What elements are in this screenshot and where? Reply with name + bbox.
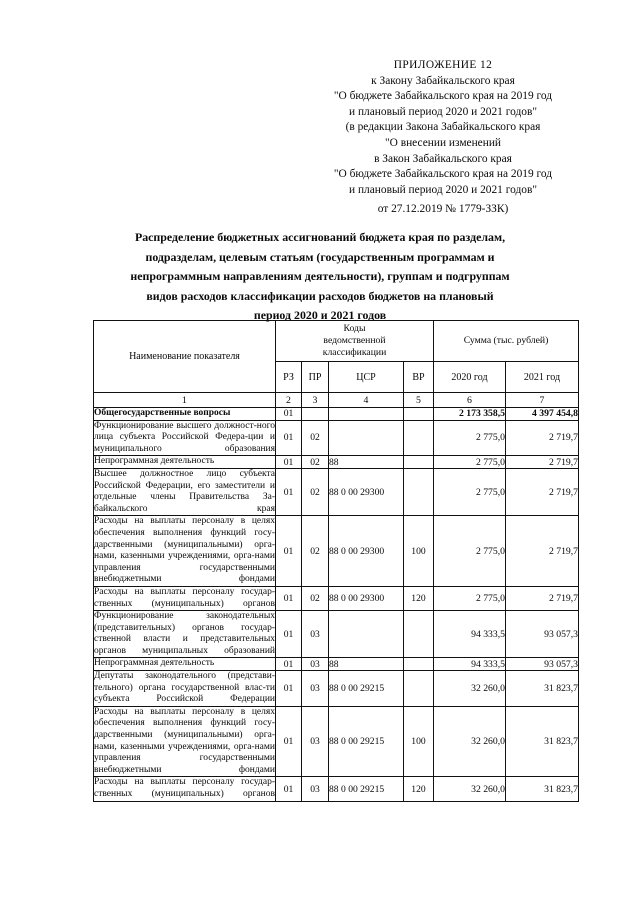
- col-number-3: 3: [302, 393, 329, 408]
- row-indicator-name: Расходы на выплаты персоналу государ-ственных (муниципальных) органов: [94, 777, 276, 801]
- table-row: [94, 671, 579, 707]
- row-code-pr: 03: [302, 706, 329, 777]
- row-amount-2020: 2 775,0: [434, 516, 506, 587]
- row-indicator-name: Общегосударственные вопросы: [94, 408, 276, 421]
- col-number-4: 4: [329, 393, 404, 408]
- page-title-line-3: непрограммным направлениям деятельности), группам и подгруппам: [130, 269, 510, 284]
- table-row: [94, 658, 579, 671]
- row-code-rz: 01: [276, 468, 302, 515]
- table-row: [94, 777, 579, 801]
- table-row: [94, 408, 579, 421]
- row-code-pr: 02: [302, 456, 329, 469]
- table-row: [94, 516, 579, 587]
- row-code-rz: 01: [276, 516, 302, 587]
- row-code-csr: [329, 420, 404, 456]
- row-code-vr: [404, 408, 434, 421]
- row-code-pr: 02: [302, 420, 329, 456]
- row-code-rz: 01: [276, 777, 302, 801]
- row-indicator-name: Высшее должностное лицо субъекта Российской Федерации, его заместители и отдельные члены Правительства За-байкальского края: [94, 468, 276, 515]
- col-header-pr: ПР: [302, 362, 329, 393]
- row-code-pr: 03: [302, 671, 329, 707]
- row-amount-2021: 2 719,7: [506, 456, 579, 469]
- table-column-number-row: [94, 393, 579, 408]
- table-row: [94, 420, 579, 456]
- table-row: [94, 586, 579, 610]
- row-code-pr: 03: [302, 777, 329, 801]
- row-amount-2021: 2 719,7: [506, 468, 579, 515]
- row-code-rz: 01: [276, 420, 302, 456]
- row-code-vr: [404, 468, 434, 515]
- row-code-pr: 02: [302, 468, 329, 515]
- row-amount-2020: 94 333,5: [434, 611, 506, 658]
- row-code-csr: 88: [329, 456, 404, 469]
- row-code-csr: 88 0 00 29215: [329, 671, 404, 707]
- col-number-2: 2: [276, 393, 302, 408]
- appendix-line-5: (в редакции Закона Забайкальского края: [345, 121, 541, 134]
- col-header-codes-group: [276, 321, 434, 362]
- col-header-year-2020: 2020 год: [434, 362, 506, 393]
- row-amount-2021: 93 057,3: [506, 658, 579, 671]
- row-code-csr: 88 0 00 29300: [329, 468, 404, 515]
- row-code-vr: [404, 420, 434, 456]
- page-title: [70, 228, 570, 326]
- table-header-row-groups: [94, 321, 579, 362]
- col-number-6: 6: [434, 393, 506, 408]
- row-code-vr: 100: [404, 706, 434, 777]
- row-code-pr: 02: [302, 586, 329, 610]
- row-amount-2020: 2 775,0: [434, 420, 506, 456]
- appendix-line-2: к Закону Забайкальского края: [371, 74, 515, 87]
- table-row: [94, 468, 579, 515]
- row-amount-2021: 31 823,7: [506, 671, 579, 707]
- page-title-line-2: подразделам, целевым статьям (государственным программам и: [145, 249, 495, 264]
- row-code-vr: [404, 658, 434, 671]
- row-amount-2021: 31 823,7: [506, 777, 579, 801]
- row-code-vr: 120: [404, 586, 434, 610]
- row-code-vr: [404, 671, 434, 707]
- appendix-line-8: "О бюджете Забайкальского края на 2019 год: [333, 168, 553, 181]
- row-code-csr: 88 0 00 29215: [329, 777, 404, 801]
- row-amount-2020: 94 333,5: [434, 658, 506, 671]
- col-header-sum-group: Сумма (тыс. рублей): [434, 321, 579, 362]
- row-amount-2021: 2 719,7: [506, 586, 579, 610]
- table-header: [94, 321, 579, 408]
- codes-group-line-1: Коды: [343, 323, 366, 334]
- col-number-7: 7: [506, 393, 579, 408]
- row-code-rz: 01: [276, 586, 302, 610]
- appendix-line-7: в Закон Забайкальского края: [374, 152, 512, 165]
- appendix-date-line: от 27.12.2019 № 1779-ЗЗК): [377, 203, 509, 216]
- row-code-csr: 88 0 00 29300: [329, 516, 404, 587]
- row-code-csr: [329, 611, 404, 658]
- page-title-line-5: период 2020 и 2021 годов: [253, 308, 387, 323]
- codes-group-line-3: классификации: [322, 347, 387, 358]
- row-indicator-name: Функционирование законодательных (представительных) органов государ-ственной власти и представительных органов муниципальных образований: [94, 611, 276, 658]
- row-indicator-name: Расходы на выплаты персоналу государ-ственных (муниципальных) органов: [94, 586, 276, 610]
- row-code-rz: 01: [276, 611, 302, 658]
- row-indicator-name: Функционирование высшего должност-ного лица субъекта Российской Федера-ции и муниципального образования: [94, 420, 276, 456]
- row-code-csr: 88 0 00 29300: [329, 586, 404, 610]
- row-amount-2021: 2 719,7: [506, 420, 579, 456]
- table-body: [94, 408, 579, 802]
- budget-table-wrapper: [93, 320, 578, 802]
- col-header-year-2021: 2021 год: [506, 362, 579, 393]
- table-row: [94, 611, 579, 658]
- row-amount-2020: 2 775,0: [434, 586, 506, 610]
- row-amount-2020: 2 775,0: [434, 468, 506, 515]
- row-code-pr: 03: [302, 658, 329, 671]
- row-amount-2020: 32 260,0: [434, 671, 506, 707]
- row-code-rz: 01: [276, 408, 302, 421]
- table-row: [94, 706, 579, 777]
- row-code-pr: 03: [302, 611, 329, 658]
- page-title-line-1: Распределение бюджетных ассигнований бюджета края по разделам,: [134, 230, 506, 244]
- row-amount-2021: 2 719,7: [506, 516, 579, 587]
- table-row: [94, 456, 579, 469]
- row-indicator-name: Расходы на выплаты персоналу в целях обеспечения выполнения функций госу-дарственными (муниципальными) орга-нами, казенными учреждениями, орга-нами управления государственными внебюджетными фондами: [94, 516, 276, 587]
- row-code-csr: 88: [329, 658, 404, 671]
- appendix-line-3: "О бюджете Забайкальского края на 2019 год: [333, 90, 553, 103]
- row-indicator-name: Депутаты законодательного (представи-тельного) органа государственной влас-ти субъекта Российской Федерации: [94, 671, 276, 707]
- col-header-csr: ЦСР: [329, 362, 404, 393]
- row-code-rz: 01: [276, 706, 302, 777]
- row-amount-2021: 93 057,3: [506, 611, 579, 658]
- row-code-pr: 02: [302, 516, 329, 587]
- col-number-1: 1: [94, 393, 276, 408]
- budget-table: [93, 320, 579, 802]
- row-code-csr: 88 0 00 29215: [329, 706, 404, 777]
- appendix-line-9: и плановый период 2020 и 2021 годов": [349, 183, 537, 196]
- appendix-number: ПРИЛОЖЕНИЕ 12: [393, 59, 493, 71]
- row-indicator-name: Расходы на выплаты персоналу в целях обеспечения выполнения функций госу-дарственными (муниципальными) орга-нами, казенными учреждениями, орга-нами управления государственными внебюджетными фондами: [94, 706, 276, 777]
- col-header-name: Наименование показателя: [94, 321, 276, 393]
- codes-group-line-2: ведомственной: [323, 335, 386, 346]
- col-number-5: 5: [404, 393, 434, 408]
- row-code-vr: 120: [404, 777, 434, 801]
- row-code-pr: [302, 408, 329, 421]
- row-amount-2020: 2 173 358,5: [434, 408, 506, 421]
- row-indicator-name: Непрограммная деятельность: [94, 456, 276, 469]
- row-code-vr: [404, 456, 434, 469]
- row-amount-2020: 2 775,0: [434, 456, 506, 469]
- appendix-line-6: "О внесении изменений: [384, 136, 502, 149]
- row-amount-2021: 31 823,7: [506, 706, 579, 777]
- row-code-vr: [404, 611, 434, 658]
- col-header-rz: РЗ: [276, 362, 302, 393]
- row-code-rz: 01: [276, 456, 302, 469]
- page-title-line-4: видов расходов классификации расходов бюджетов на плановый: [146, 288, 494, 303]
- row-indicator-name: Непрограммная деятельность: [94, 658, 276, 671]
- col-header-vr: ВР: [404, 362, 434, 393]
- row-amount-2020: 32 260,0: [434, 777, 506, 801]
- row-code-rz: 01: [276, 671, 302, 707]
- appendix-header: [300, 58, 586, 218]
- row-amount-2020: 32 260,0: [434, 706, 506, 777]
- row-amount-2021: 4 397 454,8: [506, 408, 579, 421]
- appendix-line-4: и плановый период 2020 и 2021 годов": [349, 105, 537, 118]
- row-code-vr: 100: [404, 516, 434, 587]
- row-code-rz: 01: [276, 658, 302, 671]
- row-code-csr: [329, 408, 404, 421]
